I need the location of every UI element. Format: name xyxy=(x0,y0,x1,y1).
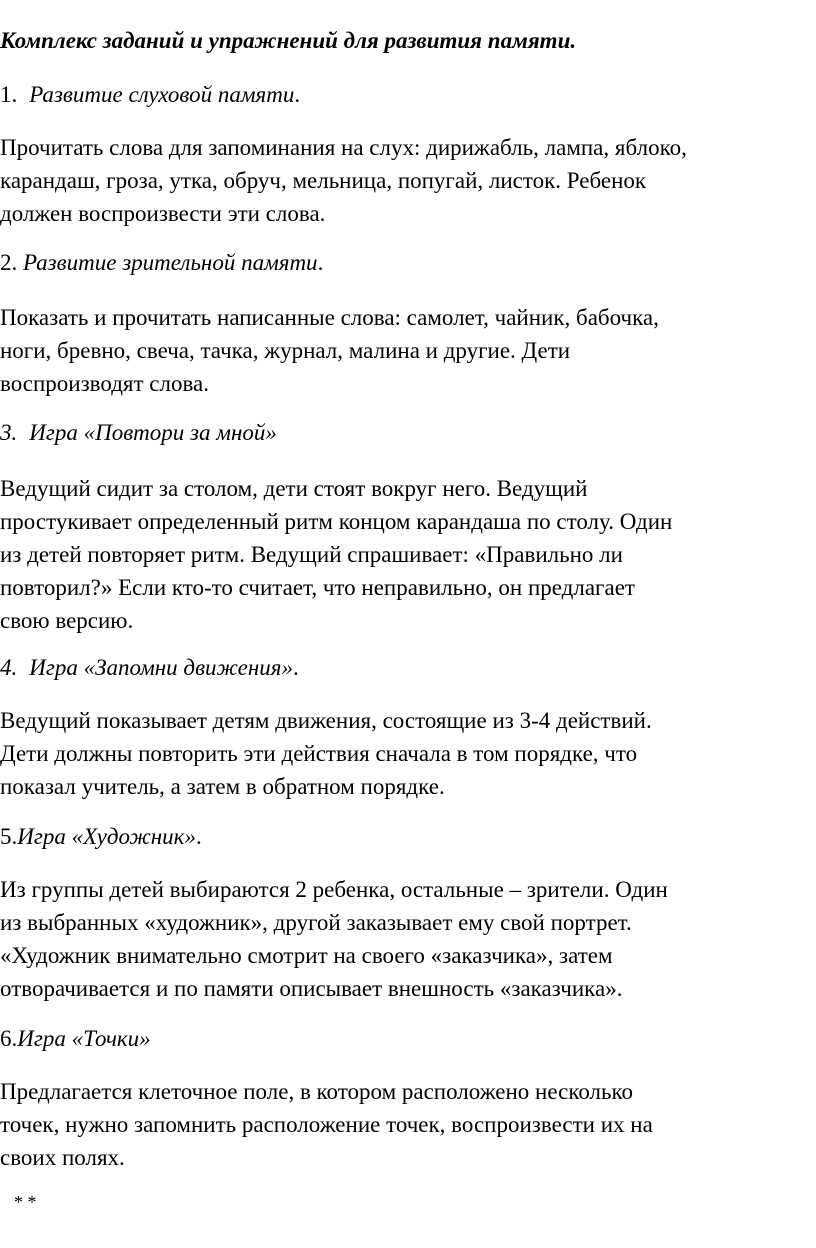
section-1-heading xyxy=(0,80,300,110)
section-2-line: воспроизводят слова. xyxy=(0,371,210,396)
dot-markers: * * xyxy=(14,1192,37,1212)
section-6-line: точек, нужно запомнить расположение точек, воспроизвести их на xyxy=(0,1112,653,1137)
section-3-line: повторил?» Если кто-то считает, что неправильно, он предлагает xyxy=(0,575,635,600)
section-5-line: Из группы детей выбираются 2 ребенка, остальные – зрители. Один xyxy=(0,877,668,902)
section-3-heading xyxy=(0,418,277,448)
section-6-title: Игра «Точки» xyxy=(17,1026,151,1051)
section-3-line: простукивает определенный ритм концом карандаша по столу. Один xyxy=(0,509,673,534)
section-4-paragraph xyxy=(0,704,816,803)
section-3-line: Ведущий сидит за столом, дети стоят вокруг него. Ведущий xyxy=(0,476,588,501)
section-1-suffix: . xyxy=(294,82,301,107)
section-4-heading xyxy=(0,653,299,683)
section-2-line: Показать и прочитать написанные слова: самолет, чайник, бабочка, xyxy=(0,305,659,330)
section-6-heading xyxy=(0,1024,151,1054)
section-1-paragraph xyxy=(0,131,816,230)
section-3-paragraph xyxy=(0,472,816,637)
document-title: Комплекс заданий и упражнений для развития памяти. xyxy=(0,28,577,53)
section-4-suffix: . xyxy=(292,655,299,680)
section-5-suffix: . xyxy=(195,824,202,849)
section-2-suffix: . xyxy=(317,250,324,275)
section-3-number: 3. xyxy=(0,420,18,445)
section-2-heading xyxy=(0,248,323,278)
section-4-line: Ведущий показывает детям движения, состоящие из 3-4 действий. xyxy=(0,708,652,733)
section-5-line: «Художник внимательно смотрит на своего «заказчика», затем xyxy=(0,943,613,968)
section-5-line: из выбранных «художник», другой заказывает ему свой портрет. xyxy=(0,910,632,935)
section-4-line: Дети должны повторить эти действия сначала в том порядке, что xyxy=(0,741,638,766)
section-1-line: Прочитать слова для запоминания на слух: дирижабль, лампа, яблоко, xyxy=(0,135,687,160)
section-6-number: 6. xyxy=(0,1026,18,1051)
section-3-line: свою версию. xyxy=(0,608,134,633)
section-2-number: 2. xyxy=(0,250,18,275)
section-6-line: своих полях. xyxy=(0,1145,125,1170)
section-4-line: показал учитель, а затем в обратном порядке. xyxy=(0,774,445,799)
section-5-line: отворачивается и по памяти описывает внешность «заказчика». xyxy=(0,976,623,1001)
section-1-title: Развитие слуховой памяти xyxy=(29,82,295,107)
section-1-line: должен воспроизвести эти слова. xyxy=(0,201,326,226)
section-2-title: Развитие зрительной памяти xyxy=(23,250,318,275)
section-3-title: Игра «Повтори за мной» xyxy=(29,420,277,445)
section-3-line: из детей повторяет ритм. Ведущий спрашивает: «Правильно ли xyxy=(0,542,623,567)
section-4-title: Игра «Запомни движения» xyxy=(29,655,293,680)
section-2-line: ноги, бревно, свеча, тачка, журнал, малина и другие. Дети xyxy=(0,338,571,363)
section-5-paragraph xyxy=(0,873,816,1005)
section-1-line: карандаш, гроза, утка, обруч, мельница, попугай, листок. Ребенок xyxy=(0,168,647,193)
section-2-paragraph xyxy=(0,301,816,400)
section-5-title: Игра «Художник» xyxy=(17,824,196,849)
section-6-paragraph xyxy=(0,1075,816,1174)
section-1-number: 1. xyxy=(0,82,18,107)
section-5-heading xyxy=(0,822,202,852)
section-4-number: 4. xyxy=(0,655,18,680)
section-6-line: Предлагается клеточное поле, в котором расположено несколько xyxy=(0,1079,634,1104)
section-5-number: 5. xyxy=(0,824,18,849)
